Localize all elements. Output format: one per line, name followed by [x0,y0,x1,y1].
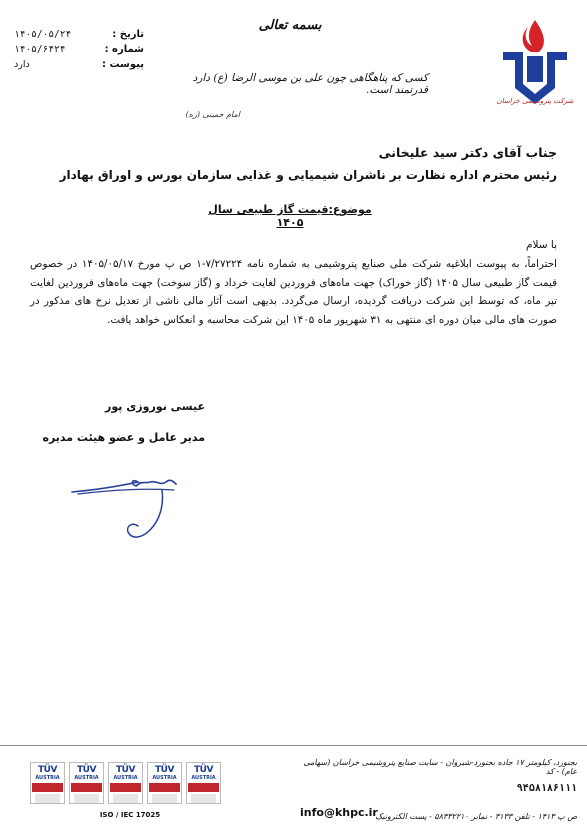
signer-title: مدیر عامل و عضو هیئت مدیره [42,431,205,444]
bismillah-heading: بسمه تعالی [258,18,322,33]
signer-name: عیسی نوروزی پور [105,400,205,413]
addressee-title: رئیس محترم اداره نظارت بر ناشران شیمیایی و غذایی سازمان بورس و اوراق بهادار [59,168,557,182]
number-label: شماره : [104,44,144,55]
iso-label: ISO / IEC 17025 [99,811,161,819]
attachment-label: پیوست : [101,59,144,70]
certification-badges [30,762,225,804]
letter-subject: موضوع:قیمت گاز طبیعی سال ۱۴۰۵ [208,203,372,229]
footer-email[interactable]: info@khpc.ir [300,806,378,819]
date-value: ۱۴۰۵/۰۵/۲۴ [14,29,72,40]
tuv-cert-badge: TÜV AUSTRIA [147,762,182,804]
attachment-row [14,57,144,72]
attachment-value: دارد [14,59,30,70]
logo-caption: شرکت پتروشیمی خراسان [496,97,574,105]
date-label: تاریخ : [112,29,144,40]
footer-address: بجنورد، کیلومتر ۱۷ جاده بجنورد-شیروان - سایت صنایع پتروشیمی خراسان (سهامی عام) - کد [303,758,577,776]
tuv-cert-badge: TÜV AUSTRIA [186,762,221,804]
date-row [14,27,144,42]
addressee-name: جناب آقای دکتر سید علیخانی [378,145,557,160]
letter-body: احتراماً، به پیوست ابلاغیه شرکت ملی صنایع پتروشیمی به شماره نامه ۷/۲۷۲۲۴-۱ ص پ مورخ ۱۴۰۵/۰۵/۱۷ در خصوص قیمت گاز طبیعی سال ۱۴۰۵ (گاز خوراک) جهت ماه‌های فروردین لغایت خرداد و (گاز سوخت) جهت ماه‌های فروردین لغایت تیر ماه، که توسط این شرکت دریافت گردیده، ارسال می‌گردد. بدیهی است آثار مالی ناشی از تعدیل نرخ های مذکور در صورت های مالی میان دوره ای منتهی به ۳۱ شهریور ماه ۱۴۰۵ این شرکت محاسبه و انعکاس خواهد یافت. [30,258,558,326]
footer-contact: ص پ ۱۴۱۳ - تلفن ۳۱۳۳ - نمابر ۵۸۳۳۲۲۱۰ - پست الکترونیک [375,812,577,821]
tuv-cert-badge: TÜV AUSTRIA [69,762,104,804]
header-quote: کسی که پناهگاهی چون علی بن موسی الرضا (ع) دارد قدرتمند است. [192,72,428,96]
quote-author: امام خمینی (ره) [185,110,240,119]
footer-divider [0,745,587,746]
tuv-cert-badge: TÜV AUSTRIA [30,762,65,804]
handwritten-signature [70,460,180,545]
number-value: ۱۴۰۵/۶۴۲۴ [14,44,66,55]
footer-phone: ۹۴۵۸۱۸۶۱۱۱ [516,783,577,794]
letter-meta [14,27,144,72]
greeting: با سلام [525,239,557,251]
tuv-cert-badge: TÜV AUSTRIA [108,762,143,804]
number-row [14,42,144,57]
